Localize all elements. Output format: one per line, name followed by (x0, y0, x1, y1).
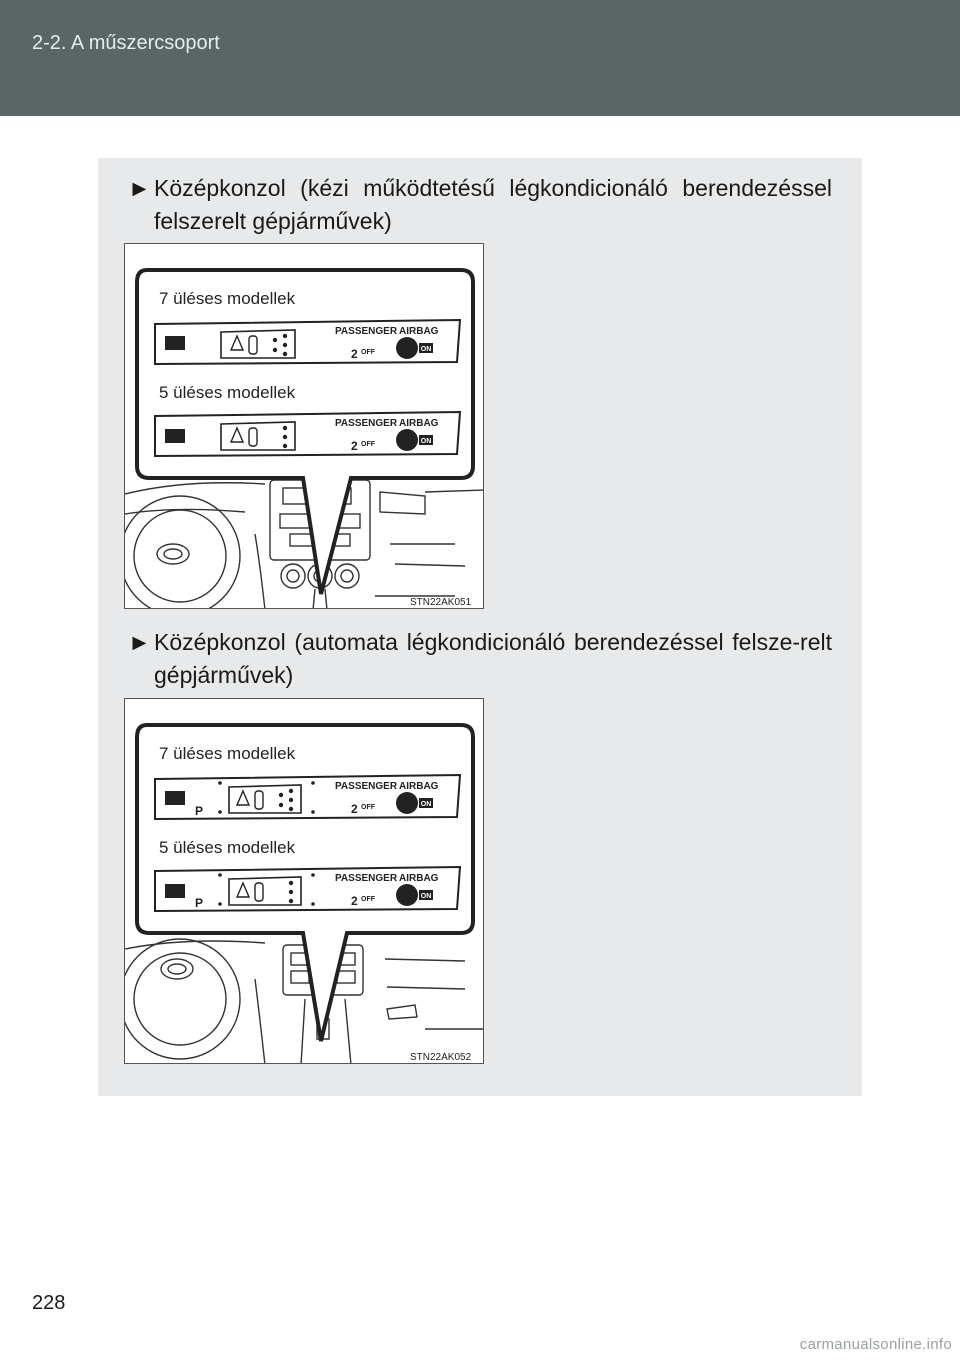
airbag-label: AIRBAG (399, 326, 439, 337)
passenger-label: PASSENGER (335, 873, 398, 884)
figure-manual-ac (124, 243, 484, 609)
content-panel (98, 158, 862, 1096)
label-7-seat: 7 üléses modellek (159, 289, 296, 308)
off-label: OFF (361, 441, 375, 448)
on-label: ON (420, 893, 432, 900)
label-5-seat: 5 üléses modellek (159, 383, 296, 402)
passenger-label: PASSENGER (335, 326, 398, 337)
seat-two-label: 2 (351, 894, 358, 908)
on-label: ON (420, 438, 432, 445)
bullet-text: Középkonzol (kézi működtetésű légkondicionáló berendezéssel felszerelt gépjárművek) (154, 175, 832, 234)
bullet-auto-ac (128, 626, 832, 688)
bullet-arrow-icon: ► (128, 175, 151, 201)
bullet-arrow-icon: ► (128, 629, 151, 655)
off-label: OFF (361, 804, 375, 811)
page-number: 228 (32, 1292, 66, 1314)
seat-two-label: 2 (351, 347, 358, 361)
passenger-label: PASSENGER (335, 418, 398, 429)
figure-code: STN22AK052 (410, 1052, 472, 1063)
on-label: ON (420, 346, 432, 353)
console-illustration (125, 244, 484, 609)
bullet-manual-ac (128, 172, 832, 234)
airbag-label: AIRBAG (399, 873, 439, 884)
figure-auto-ac (124, 698, 484, 1064)
on-label: ON (420, 801, 432, 808)
off-label: OFF (361, 349, 375, 356)
passenger-label: PASSENGER (335, 781, 398, 792)
airbag-label: AIRBAG (399, 781, 439, 792)
figure-code: STN22AK051 (410, 597, 472, 608)
console-illustration (125, 699, 484, 1064)
seat-two-label: 2 (351, 802, 358, 816)
bullet-text: Középkonzol (automata légkondicionáló berendezéssel felsze-relt gépjárművek) (154, 629, 832, 688)
p-label: P (195, 804, 204, 818)
label-7-seat: 7 üléses modellek (159, 744, 296, 763)
airbag-label: AIRBAG (399, 418, 439, 429)
seat-two-label: 2 (351, 439, 358, 453)
label-5-seat: 5 üléses modellek (159, 838, 296, 857)
p-label: P (195, 896, 204, 910)
page-header (0, 0, 960, 116)
section-title: 2-2. A műszercsoport (32, 32, 220, 54)
off-label: OFF (361, 896, 375, 903)
watermark: carmanualsonline.info (799, 1336, 952, 1353)
